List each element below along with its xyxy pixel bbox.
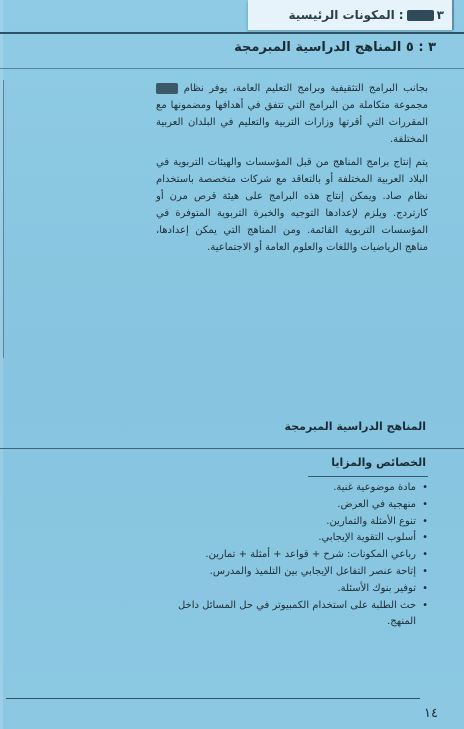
chapter-number: ٣ <box>436 8 444 22</box>
margin-line <box>0 80 4 358</box>
chapter-title: المكونات الرئيسية <box>288 8 395 22</box>
brand-inline-logo: صخر <box>157 83 178 94</box>
feature-item: • حث الطلبة على استخدام الكمبيوتر في حل المسائل داخل المنهج. <box>158 598 428 632</box>
features-title: الخصائص والمزايا <box>331 456 426 469</box>
chapter-tab <box>248 0 454 30</box>
body-text <box>156 80 428 262</box>
paragraph-1-start: بجانب البرامج التثقيفية وبرامج التعليم العامة، يوفر نظام <box>183 83 428 94</box>
box-rule <box>0 448 464 449</box>
heading-rule <box>0 68 464 69</box>
top-rule <box>0 32 464 34</box>
section-heading: ٣ : ٥ المناهج الدراسية المبرمجة <box>234 40 436 55</box>
feature-item: • منهجية في العرض. <box>158 497 428 514</box>
feature-item: • أسلوب التقوية الإيجابي. <box>158 530 428 547</box>
features-list <box>158 480 428 631</box>
chapter-separator: : <box>398 8 404 22</box>
feature-item: • تنوع الأمثلة والتمارين. <box>158 514 428 531</box>
page-number: ١٤ <box>424 706 438 721</box>
paragraph-2: يتم إنتاج برامج المناهج من قبل المؤسسات والهيئات التربوية في البلاد العربية المختلفة أو بالتعاقد مع شركات متخصصة باستخدام نظام صاد. ويمكن إنتاج هذه البرامج على هيئة قرص مرن أو كارتردج. ويلزم لإعدادها التوجيه والخبرة التربوية المتوفرة في المؤسسات التربوية القائمة. ومن المناهج التي يمكن إعدادها، مناهج الرياضيات واللغات والعلوم العامة أو الاجتماعية. <box>156 157 428 253</box>
paragraph-1 <box>156 80 428 148</box>
feature-item: • رباعي المكونات: شرح + قواعد + أمثلة + تمارين. <box>158 547 428 564</box>
box-title: المناهج الدراسية المبرمجة <box>284 420 426 433</box>
bottom-rule <box>6 698 420 699</box>
paragraph-1-end: مجموعة متكاملة من البرامج التي تتفق في أهدافها ومضمونها مع المقررات التي أقرتها وزارات التربية والتعليم في البلدان العربية المختلفة. <box>156 100 428 145</box>
features-title-rule <box>308 476 428 477</box>
feature-item: • إتاحة عنصر التفاعل الإيجابي بين التلميذ والمدرس. <box>158 564 428 581</box>
feature-item: • توفير بنوك الأسئلة. <box>158 581 428 598</box>
feature-item: • مادة موضوعية غنية. <box>158 480 428 497</box>
brand-logo: صخر <box>408 9 432 21</box>
